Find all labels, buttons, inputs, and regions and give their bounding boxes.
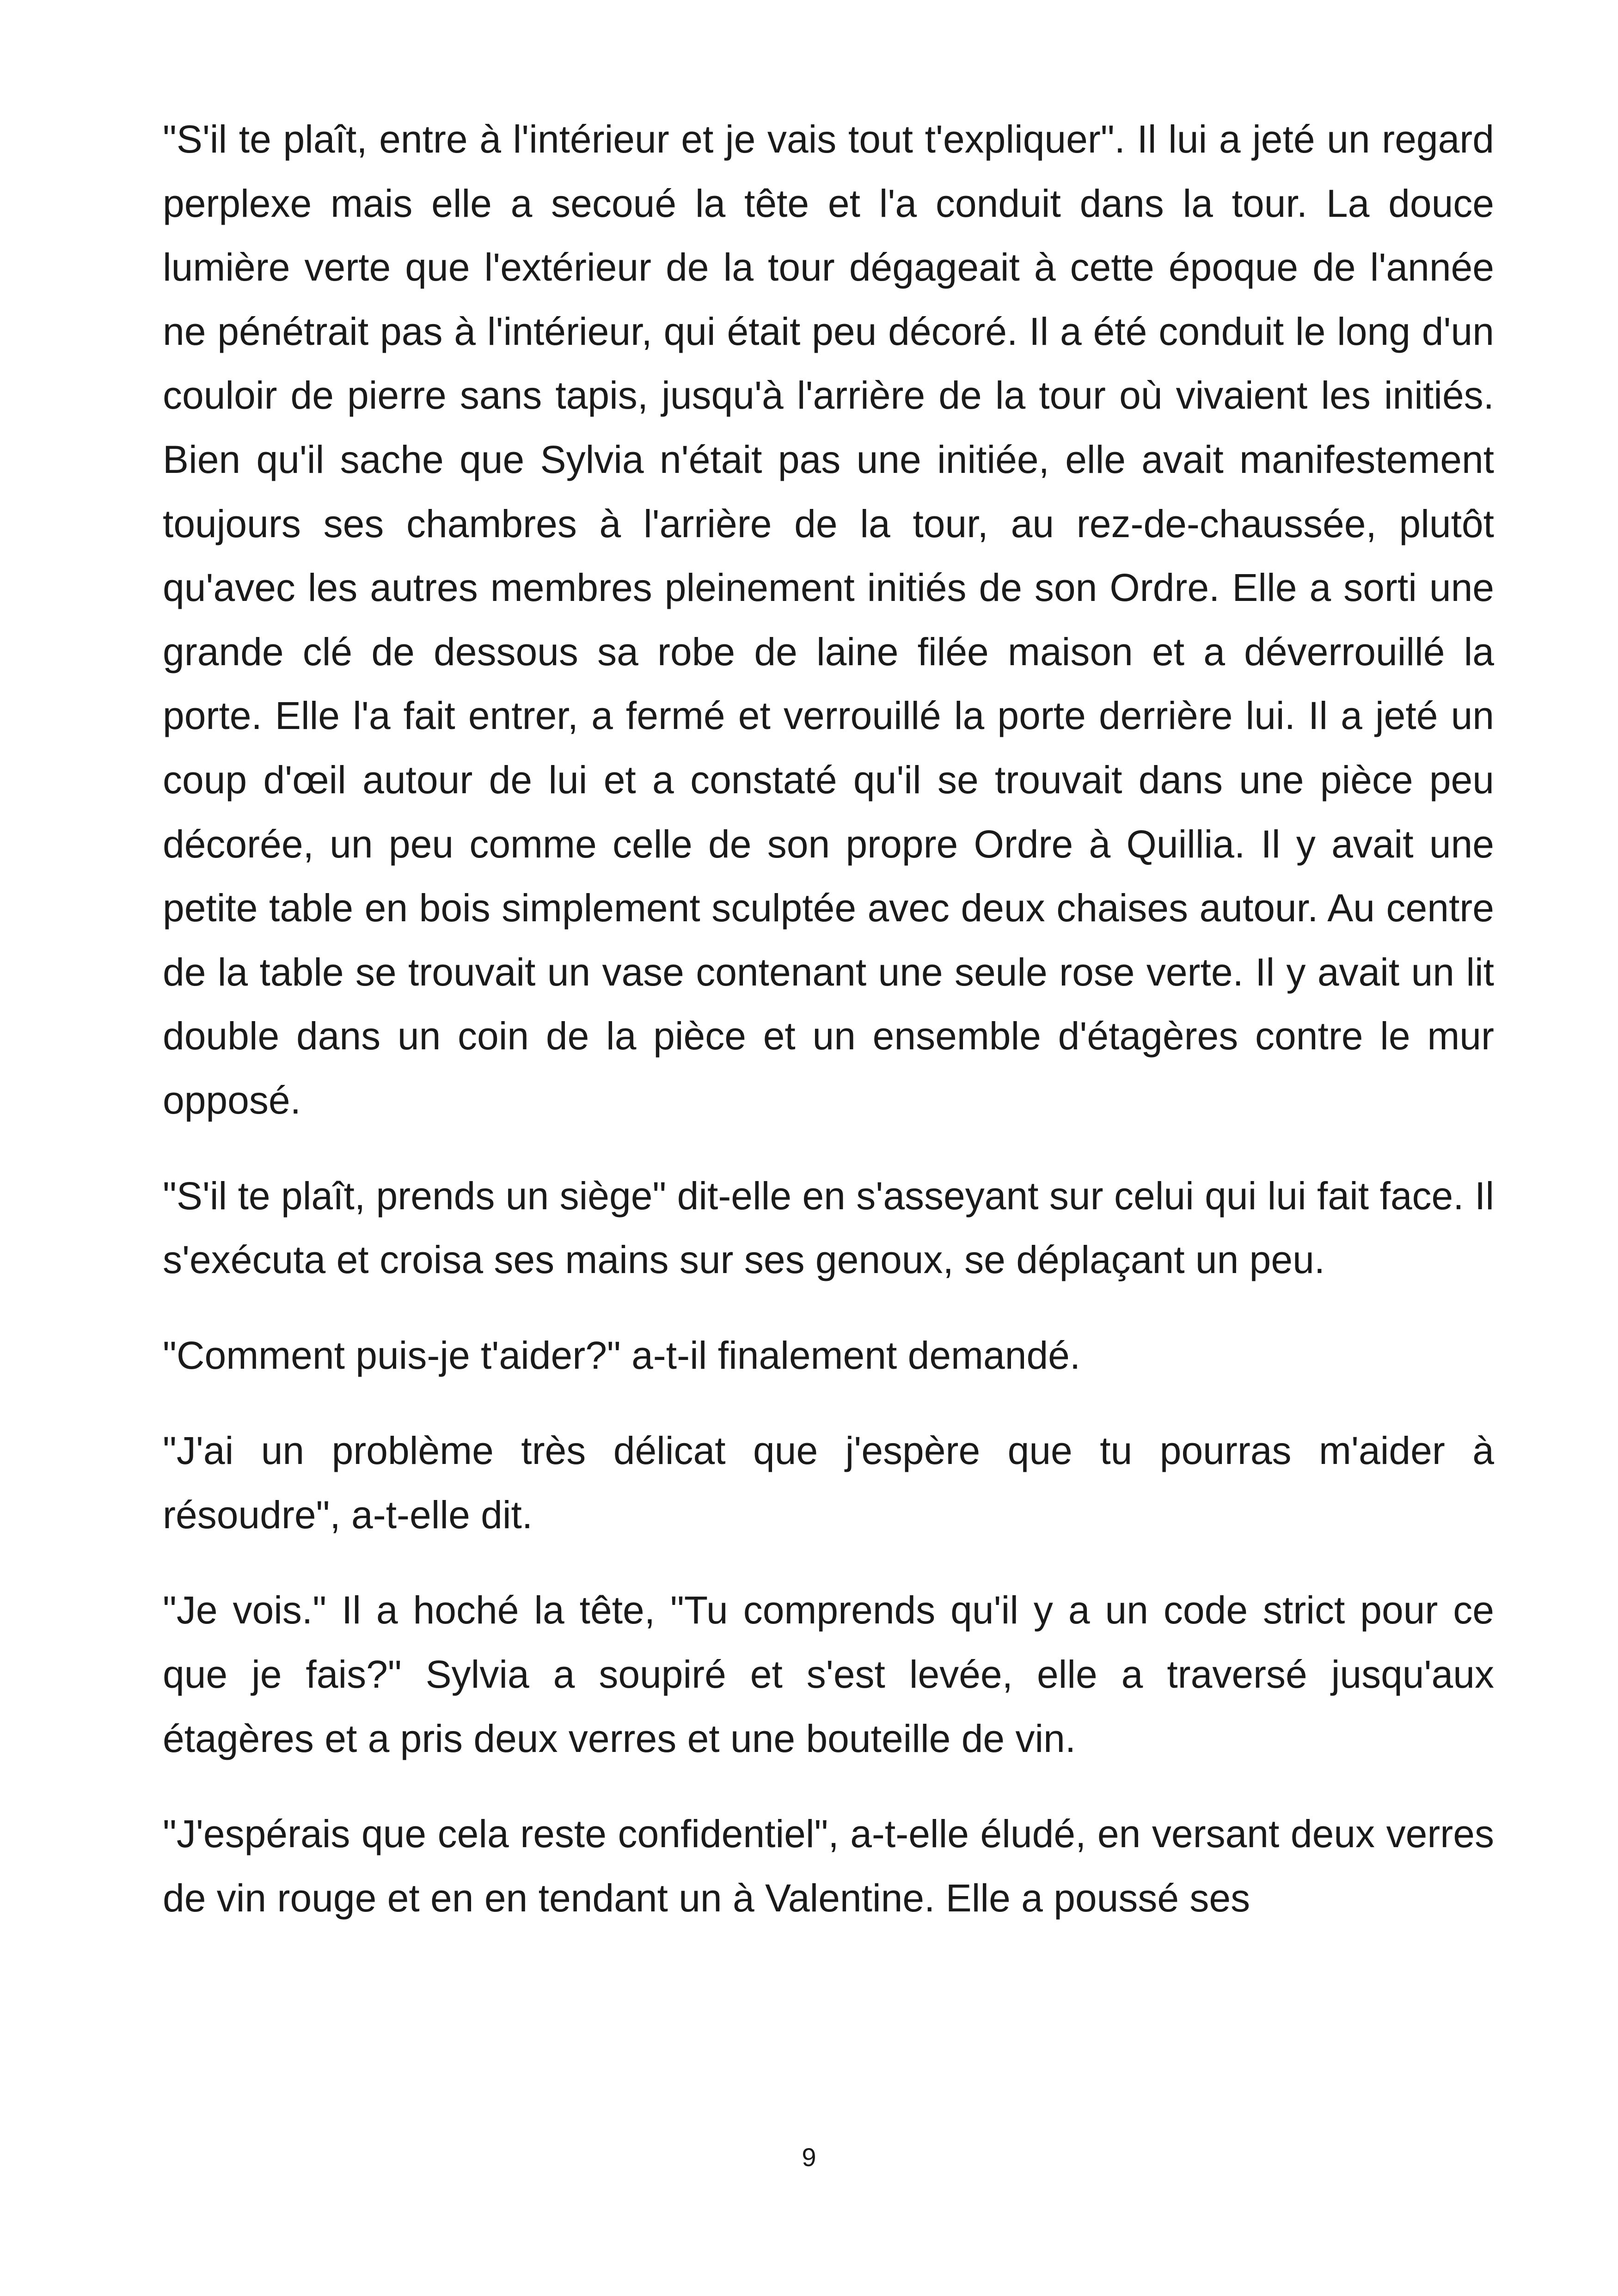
paragraph: "J'ai un problème très délicat que j'espère que tu pourras m'aider à résoudre", a-t-elle dit. [163,1429,1494,1537]
paragraph: "S'il te plaît, entre à l'intérieur et je vais tout t'expliquer". Il lui a jeté un regard perplexe mais elle a secoué la tête et l'a conduit dans la tour. La douce lumière verte que l'extérieur de la tour dégageait à cette époque de l'année ne pénétrait pas à l'intérieur, qui était peu décoré. Il a été conduit le long d'un couloir de pierre sans tapis, jusqu'à l'arrière de la tour où vivaient les initiés. Bien qu'il sache que Sylvia n'était pas une initiée, elle avait manifestement toujours ses chambres à l'arrière de la tour, au rez-de-chaussée, plutôt qu'avec les autres membres pleinement initiés de son Ordre. Elle a sorti une grande clé de dessous sa robe de laine filée maison et a déverrouillé la porte. Elle l'a fait entrer, a fermé et verrouillé la porte derrière lui. Il a jeté un coup d'œil autour de lui et a constaté qu'il se trouvait dans une pièce peu décorée, un peu comme celle de son propre Ordre à Quillia. Il y avait une petite table en bois simplement sculptée avec deux chaises autour. Au centre de la table se trouvait un vase contenant une seule rose verte. Il y avait un lit double dans un coin de la pièce et un ensemble d'étagères contre le mur opposé. [163,117,1494,1122]
paragraph: "Comment puis-je t'aider?" a-t-il finalement demandé. [163,1333,1081,1377]
paragraph: "S'il te plaît, prends un siège" dit-elle en s'asseyant sur celui qui lui fait face. Il s'exécuta et croisa ses mains sur ses genoux, se déplaçant un peu. [163,1174,1494,1282]
body-text [163,107,1494,1930]
page-number: 9 [802,2143,816,2172]
paragraph: "J'espérais que cela reste confidentiel", a-t-elle éludé, en versant deux verres de vin rouge et en en tendant un à Valentine. Elle a poussé ses [163,1812,1494,1920]
paragraph: "Je vois." Il a hoché la tête, "Tu comprends qu'il y a un code strict pour ce que je fais?" Sylvia a soupiré et s'est levée, elle a traversé jusqu'aux étagères et a pris deux verres et une bouteille de vin. [163,1588,1494,1760]
